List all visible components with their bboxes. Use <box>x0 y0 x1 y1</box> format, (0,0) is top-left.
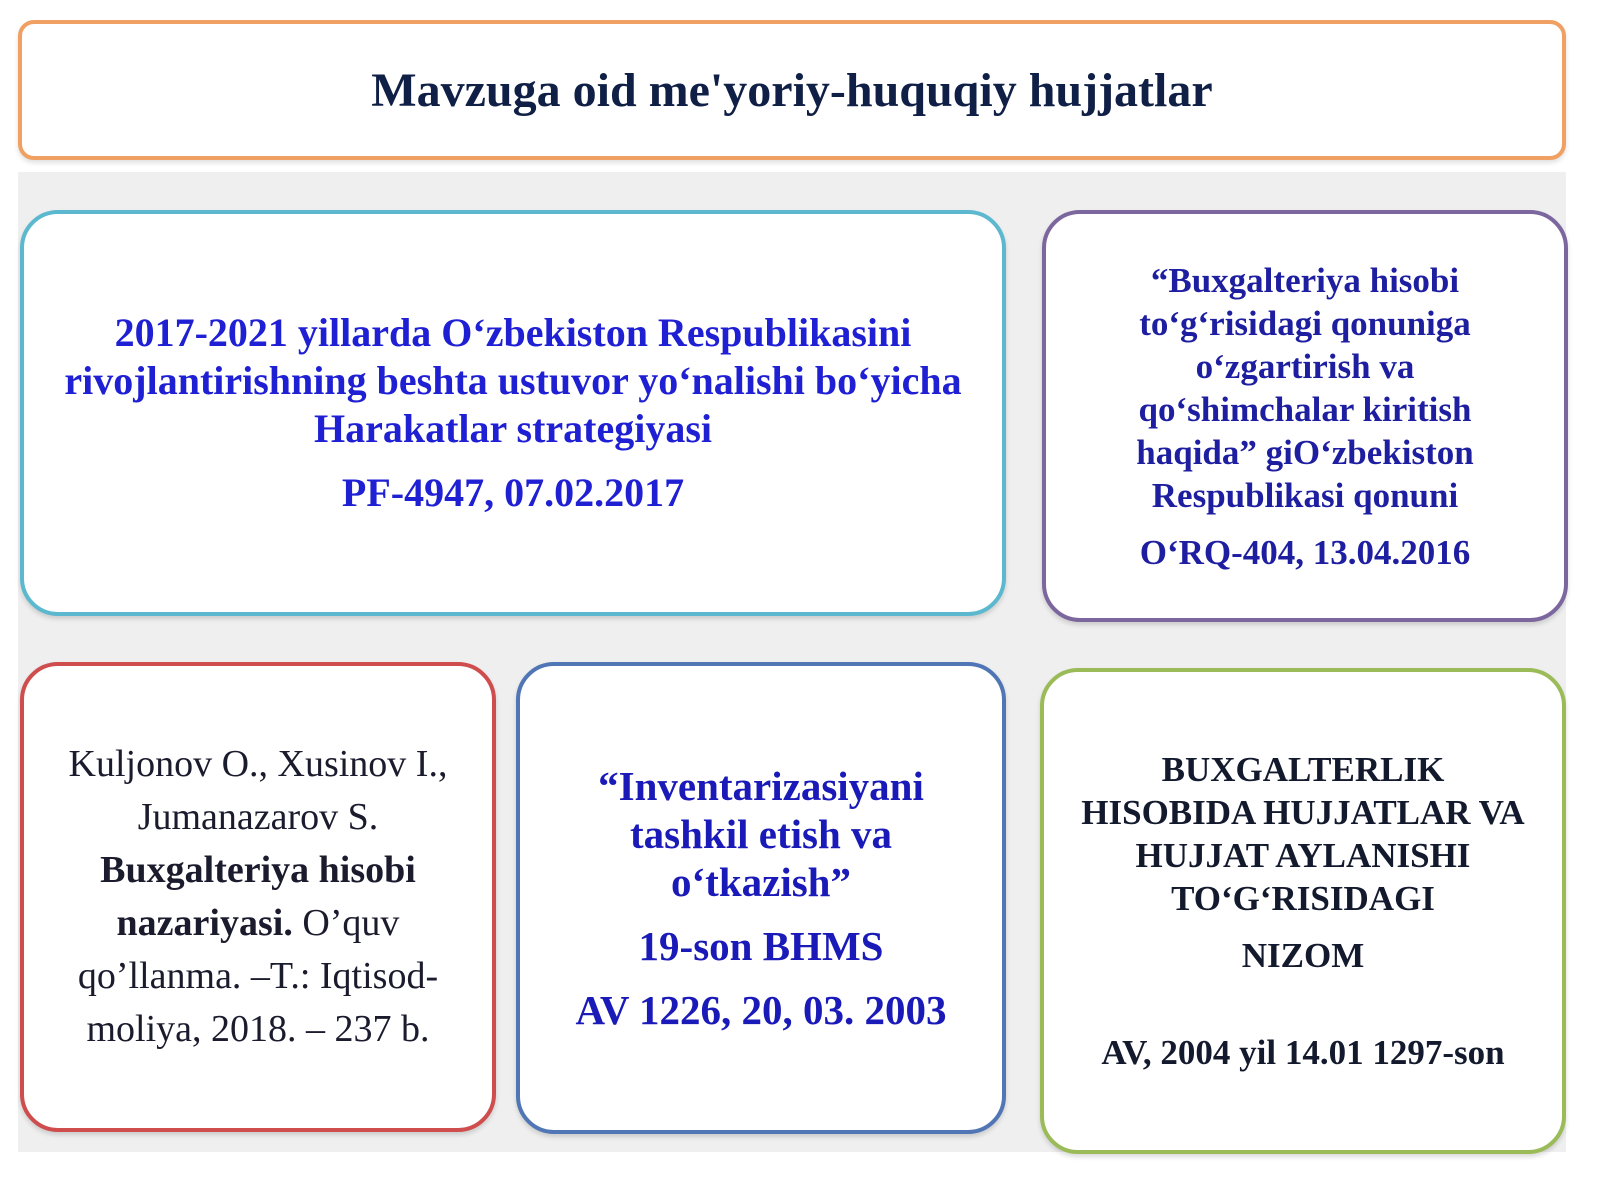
inventory-text: “Inventarizasiyani tashkil etish va o‘tkazish” <box>598 763 924 905</box>
card-strategy <box>20 210 1006 616</box>
card-regulation <box>1040 668 1566 1154</box>
book-details: O’quv qo’llanma. –T.: Iqtisod-moliya, 2018. – 237 b. <box>77 902 439 1050</box>
strategy-code: PF-4947, 07.02.2017 <box>341 470 685 515</box>
law-text: “Buxgalteriya hisobi to‘g‘risidagi qonuniga o‘zgartirish va qo‘shimchalar kiritish haqida” giO‘zbekiston Respublikasi qonuni <box>1136 260 1474 515</box>
strategy-text: 2017-2021 yillarda O‘zbekiston Respublikasini rivojlantirishning beshta ustuvor yo‘nalishi bo‘yicha Harakatlar strategiyasi <box>64 310 962 451</box>
book-title: Buxgalteriya hisobi nazariyasi. <box>100 849 416 944</box>
inventory-standard: 19-son BHMS <box>638 923 884 969</box>
inventory-code: AV 1226, 20, 03. 2003 <box>575 987 947 1033</box>
law-code: O‘RQ-404, 13.04.2016 <box>1139 532 1471 572</box>
card-book <box>20 662 496 1132</box>
page-title: Mavzuga oid me'yoriy-huquqiy hujjatlar <box>371 63 1213 117</box>
card-law <box>1042 210 1568 622</box>
regulation-code: AV, 2004 yil 14.01 1297-son <box>1101 1033 1505 1072</box>
regulation-text: BUXGALTERLIK HISOBIDA HUJJATLAR VA HUJJAT AYLANISHI TO‘G‘RISIDAGI <box>1081 750 1525 918</box>
card-inventory <box>516 662 1006 1134</box>
book-authors: Kuljonov O., Xusinov I., Jumanazarov S. <box>68 743 448 838</box>
regulation-sub: NIZOM <box>1241 936 1365 975</box>
book-reference <box>24 738 492 1056</box>
title-box <box>18 20 1566 160</box>
